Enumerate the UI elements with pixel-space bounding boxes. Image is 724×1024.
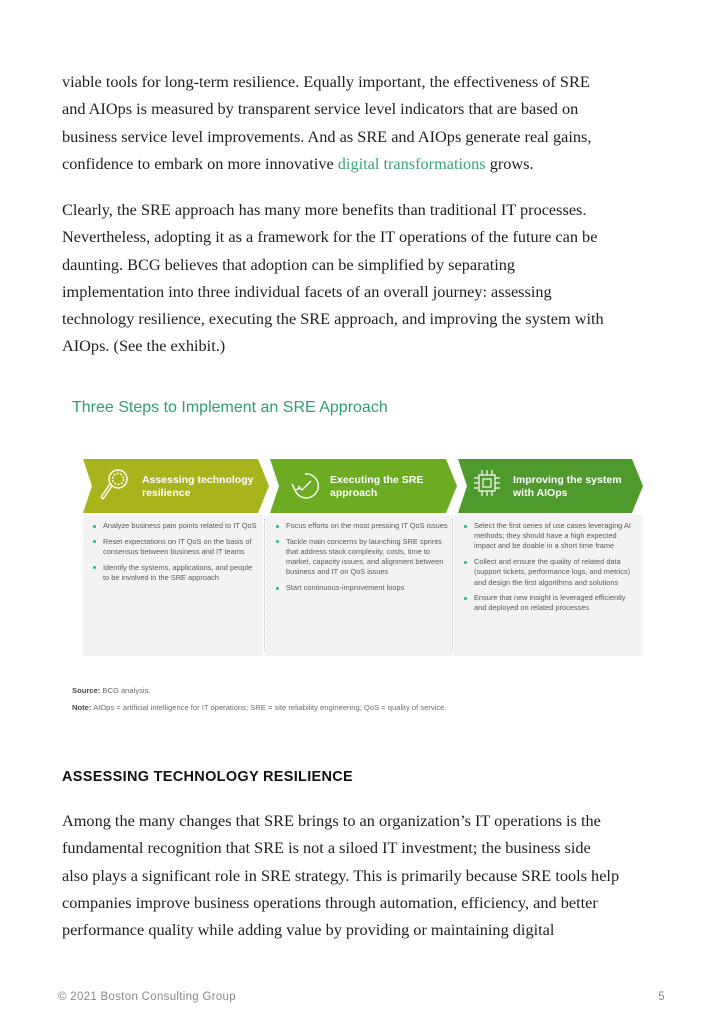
step-2-bullet-list	[266, 515, 452, 593]
list-item: Select the first series of use cases leveraging AI methods; they should have a high expected impact and be doable in a short time frame	[474, 521, 639, 552]
step-2-title-line2: approach	[330, 487, 378, 499]
step-2-details	[266, 515, 452, 656]
paragraph-line: technology resilience, executing the SRE approach, and improving the system with	[62, 309, 604, 329]
source-text: BCG analysis.	[100, 686, 151, 695]
note-label: Note:	[72, 703, 92, 712]
paragraph-line: AIOps. (See the exhibit.)	[62, 336, 226, 356]
column-divider	[452, 519, 453, 652]
list-item: Reset expectations on IT QoS on the basis of consensus between business and IT teams	[103, 537, 259, 557]
paragraph-line: business service level improvements. And as SRE and AIOps generate real gains,	[62, 126, 592, 146]
step-1-title-line1: Assessing technology	[142, 474, 254, 486]
exhibit-source	[72, 686, 151, 695]
paragraph-line: viable tools for long-term resilience. Equally important, the effectiveness of SRE	[62, 72, 590, 91]
step-2-title-line1: Executing the SRE	[330, 474, 424, 486]
paragraph-line: Clearly, the SRE approach has many more benefits than traditional IT processes.	[62, 200, 587, 219]
section-heading: ASSESSING TECHNOLOGY RESILIENCE	[62, 769, 354, 785]
process-chevrons	[83, 459, 643, 513]
paragraph-line: Among the many changes that SRE brings to an organization’s IT operations is the	[62, 811, 601, 830]
paragraph-line: and AIOps is measured by transparent service level indicators that are based on	[62, 99, 579, 119]
page-number: 5	[658, 991, 665, 1003]
exhibit-title: Three Steps to Implement an SRE Approach	[72, 399, 388, 416]
note-text: AIOps = artificial intelligence for IT operations; SRE = site reliability engineering; QoS = quality of service.	[91, 703, 447, 712]
paragraph-1	[62, 68, 672, 177]
list-item: Focus efforts on the most pressing IT QoS issues	[286, 521, 448, 530]
step-1-title-line2: resilience	[142, 487, 191, 499]
section-paragraph	[62, 807, 672, 943]
step-1-details	[83, 515, 263, 656]
digital-transformations-link[interactable]: digital transformations	[337, 153, 486, 173]
paragraph-line: companies improve business operations through automation, efficiency, and better	[62, 892, 598, 912]
source-label: Source:	[72, 686, 101, 695]
step-3-title-line2: with AIOps	[513, 487, 568, 499]
paragraph-line: Nevertheless, adopting it as a framework for the IT operations of the future can be	[62, 227, 598, 247]
list-item: Analyze business pain points related to IT QoS	[103, 521, 259, 531]
list-item: Ensure that new insight is leveraged efficiently and deployed on related processes	[474, 593, 639, 613]
paragraph-line: daunting. BCG believes that adoption can be simplified by separating	[62, 254, 516, 274]
step-1-bullet-list	[83, 515, 263, 583]
exhibit-note	[72, 703, 446, 712]
step-3-details	[454, 515, 643, 656]
footer-copyright: © 2021 Boston Consulting Group	[58, 991, 236, 1003]
paragraph-line: fundamental recognition that SRE is not a siloed IT investment; the business side	[62, 838, 591, 858]
column-divider	[264, 519, 265, 652]
list-item: Start continuous-improvement loops	[286, 583, 448, 593]
paragraph-line: also plays a significant role in SRE strategy. This is primarily because SRE tools help	[62, 865, 620, 885]
step-1-chevron	[83, 459, 269, 513]
list-item: Tackle main concerns by launching SRE sprints that address stack complexity, costs, time to market, capacity issues, and alignment between business and IT on QoS issues	[286, 537, 448, 578]
paragraph-line: implementation into three individual facets of an overall journey: assessing	[62, 281, 552, 301]
step-3-title-line1: Improving the system	[513, 474, 622, 486]
paragraph-line: performance quality while adding value by providing or maintaining digital	[62, 920, 555, 940]
paragraph-line-start: confidence to embark on more innovative	[62, 153, 338, 173]
list-item: Identify the systems, applications, and people to be involved in the SRE approach	[103, 563, 259, 583]
list-item: Collect and ensure the quality of related data (support tickets, performance logs, and metrics) and design the first algorithms and solutions	[474, 557, 639, 588]
step-3-bullet-list	[454, 515, 643, 614]
step-3-chevron	[458, 459, 643, 513]
paragraph-2	[62, 196, 672, 360]
paragraph-line-end: grows.	[485, 153, 534, 173]
